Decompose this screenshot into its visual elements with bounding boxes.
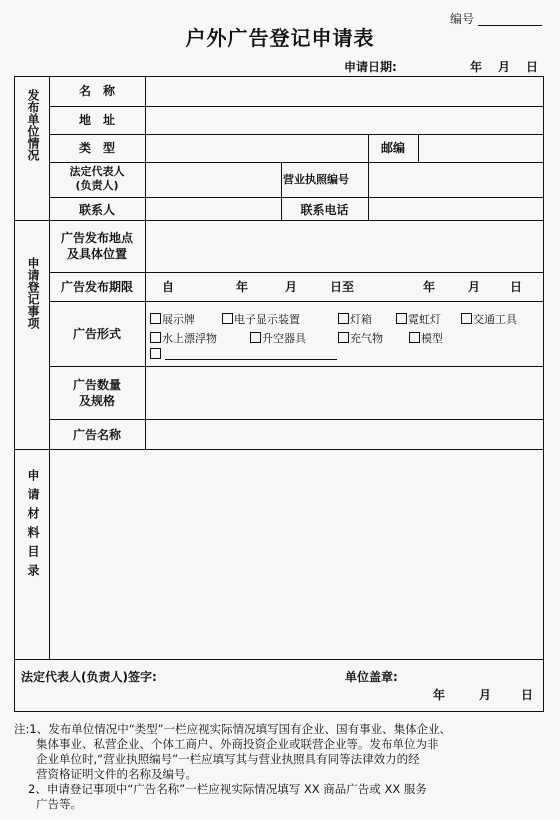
quantity-label: 广告数量 及规格	[72, 378, 121, 408]
period-to-day: 日	[510, 280, 523, 294]
address-label: 地 址	[78, 113, 115, 127]
ad-form-label: 广告形式	[72, 327, 121, 341]
ad-form-option[interactable]	[150, 330, 217, 346]
ad-form-other-field[interactable]	[165, 359, 337, 360]
license-no-label: 营业执照编号	[283, 173, 349, 186]
type-label: 类 型	[78, 141, 115, 155]
name-label: 名 称	[78, 84, 115, 98]
location-label: 广告发布地点 及具体位置	[60, 231, 133, 261]
ad-form-other-checkbox[interactable]	[150, 348, 161, 359]
checkbox-icon[interactable]	[338, 313, 349, 324]
seal-label: 单位盖章:	[345, 670, 398, 684]
checkbox-icon[interactable]	[222, 313, 233, 324]
ad-form-option[interactable]	[222, 311, 300, 327]
ad-form-option[interactable]	[338, 311, 372, 327]
signature-label: 法定代表人(负责人)签字:	[21, 670, 157, 684]
ad-form-option[interactable]	[396, 311, 441, 327]
ad-form-option-label: 升空器具	[262, 332, 306, 345]
ad-name-label: 广告名称	[72, 428, 121, 442]
checkbox-icon[interactable]	[409, 332, 420, 343]
period-to-label: 日至	[330, 280, 355, 294]
materials-field[interactable]	[50, 450, 542, 658]
address-field[interactable]	[146, 107, 542, 133]
ad-name-field[interactable]	[146, 420, 542, 448]
legal-rep-label: 法定代表人 (负责人)	[69, 165, 125, 192]
phone-label: 联系电话	[300, 203, 349, 217]
contact-label: 联系人	[78, 203, 115, 217]
ad-form-option[interactable]	[338, 330, 383, 346]
form-title: 户外广告登记申请表	[185, 26, 375, 50]
checkbox-icon[interactable]	[396, 313, 407, 324]
seal-date-month: 月	[479, 688, 492, 702]
ad-form-option-label: 充气物	[350, 332, 383, 345]
ad-form-option[interactable]	[409, 330, 443, 346]
materials-section-label: 申请材料目录	[26, 469, 40, 583]
ad-form-option[interactable]	[150, 311, 195, 327]
checkbox-icon[interactable]	[150, 332, 161, 343]
application-section-label: 申请登记事项	[26, 257, 40, 329]
period-to-year: 年	[423, 280, 436, 294]
checkbox-icon[interactable]	[461, 313, 472, 324]
period-to-month: 月	[468, 280, 481, 294]
ad-form-option-label: 交通工具	[473, 313, 517, 326]
checkbox-icon[interactable]	[150, 313, 161, 324]
serial-number-label: 编号	[450, 12, 475, 26]
license-no-field[interactable]	[369, 163, 542, 196]
publisher-section-label: 发布单位情况	[26, 89, 40, 161]
ad-form-option-label: 灯箱	[350, 313, 372, 326]
checkbox-icon[interactable]	[250, 332, 261, 343]
contact-field[interactable]	[146, 198, 280, 219]
ad-form-option-label: 电子显示装置	[234, 313, 300, 326]
ad-form-option-label: 霓虹灯	[408, 313, 441, 326]
form-notes: 注:1、发布单位情况中“类型”一栏应视实际情况填写国有企业、国有事业、集体企业、 集体事业、私营企业、个体工商户、外商投资企业或联营企业等。发布单位为非 企业单位时,“营业执照编号”一栏应填写其与营业执照具有同等法律效力的经 营资格证明文件的名称及编号。 2、申请登记事项中“广告名称”一栏应视实际情况填写 XX 商品广告或 XX 服务 广告等。	[14, 722, 452, 811]
type-field[interactable]	[146, 135, 367, 161]
seal-date-day: 日	[521, 688, 534, 702]
ad-form-option-label: 展示牌	[162, 313, 195, 326]
ad-form-option-label: 模型	[421, 332, 443, 345]
apply-date-label: 申请日期:	[344, 60, 397, 74]
legal-rep-field[interactable]	[146, 163, 280, 196]
name-field[interactable]	[146, 78, 542, 105]
apply-date-year: 年	[470, 60, 483, 74]
postcode-label: 邮编	[380, 141, 405, 155]
checkbox-icon[interactable]	[338, 332, 349, 343]
postcode-field[interactable]	[419, 135, 542, 161]
ad-form-option-label: 水上漂浮物	[162, 332, 217, 345]
seal-date-year: 年	[433, 688, 446, 702]
section-divider	[15, 659, 543, 660]
period-from-year: 年	[236, 280, 249, 294]
location-field[interactable]	[146, 221, 542, 271]
application-form-table	[14, 76, 544, 712]
quantity-field[interactable]	[146, 367, 542, 418]
period-from-month: 月	[285, 280, 298, 294]
phone-field[interactable]	[369, 198, 542, 219]
ad-form-option[interactable]	[250, 330, 306, 346]
ad-form-option[interactable]	[461, 311, 517, 327]
period-label: 广告发布期限	[60, 280, 133, 294]
apply-date-month: 月	[498, 60, 511, 74]
period-from-label: 自	[162, 280, 175, 294]
apply-date-day: 日	[526, 60, 539, 74]
